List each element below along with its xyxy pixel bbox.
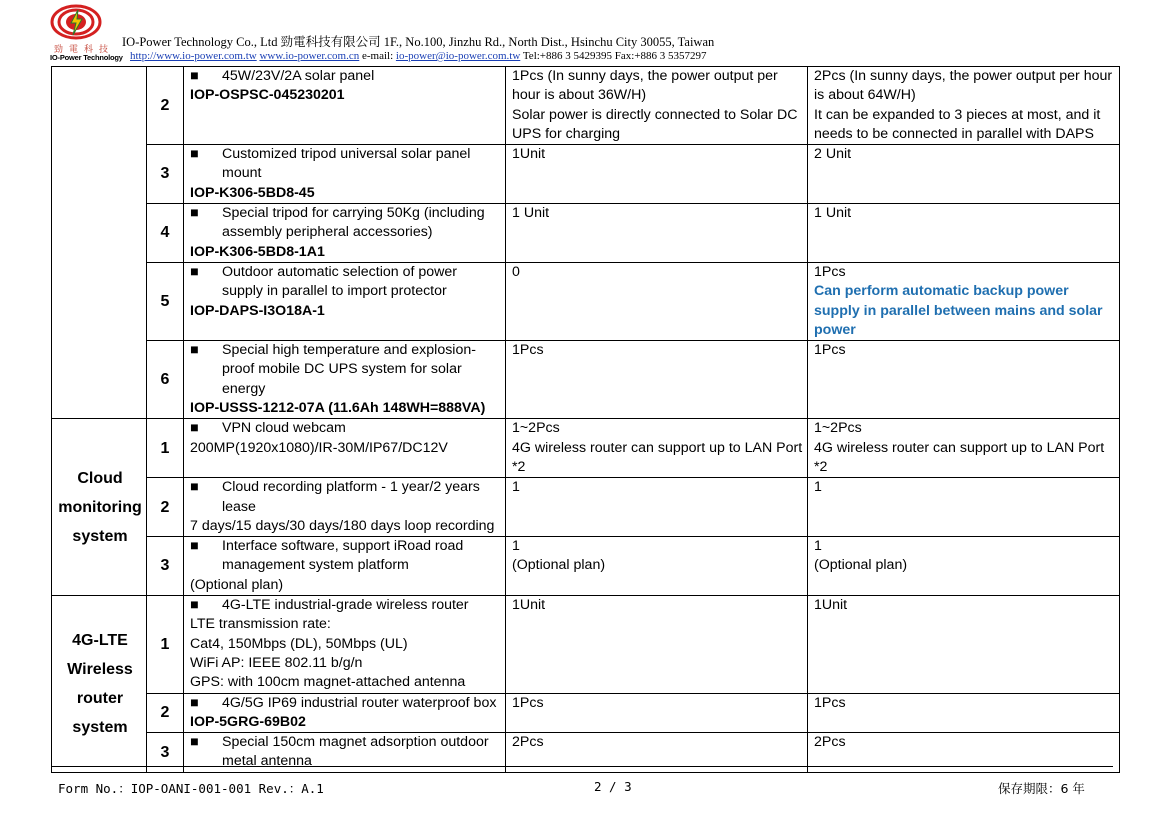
highlight-note: Can perform automatic backup power supply in parallel between mains and solar power [814,283,1103,338]
company-contact [130,50,707,62]
category-title-line: Wireless [67,661,133,679]
item-description [184,693,506,733]
category-title-line: system [72,527,128,545]
item-number: 2 [147,478,184,537]
option-a-cell: 1Pcs [506,341,808,419]
category-title-line: system [72,719,128,737]
item-description [184,537,506,596]
option-a-cell [506,419,808,478]
table-row [52,262,1120,340]
item-text: 4G/5G IP69 industrial router waterproof box [222,694,497,711]
option-b-line: 4G wireless router can support up to LAN Port *2 [814,439,1105,475]
item-text: 4G-LTE industrial-grade wireless router [222,597,469,614]
option-b-cell: 1 Unit [808,204,1120,263]
item-code: IOP-USSS-1212-07A (11.6Ah 148WH=888VA) [190,400,486,417]
item-description [184,67,506,145]
website-link[interactable]: http://www.io-power.com.tw [130,50,257,62]
option-b-cell [808,537,1120,596]
option-b-cell: 1Pcs [808,341,1120,419]
table-row [52,596,1120,693]
option-b-line: 2Pcs (In sunny days, the power output per hour is about 64W/H) [814,68,1113,104]
bullet-square-icon: ■ [190,342,199,359]
option-a-line: (Optional plan) [512,557,606,574]
category-title-line: Cloud [77,469,123,487]
option-b-cell [808,262,1120,340]
category-title-line: 4G-LTE [72,632,128,650]
bullet-square-icon: ■ [190,538,199,555]
table-row [52,145,1120,204]
item-description [184,419,506,478]
option-b-line: 1 [814,538,822,555]
item-text: Special tripod for carrying 50Kg (including assembly peripheral accessories) [222,205,485,241]
option-a-cell [506,537,808,596]
item-text: Interface software, support iRoad road management system platform [222,538,464,574]
item-spec: WiFi AP: IEEE 802.11 b/g/n [190,654,363,671]
item-description [184,262,506,340]
page-header [50,4,1120,66]
table-row [52,478,1120,537]
company-logo [50,4,123,64]
option-a-cell: 1 Unit [506,204,808,263]
item-text: 45W/23V/2A solar panel [222,68,375,84]
power-logo-icon [50,4,102,42]
category-cell-solar [52,67,147,419]
option-a-cell: 1Pcs [506,693,808,733]
option-a-cell: 1 [506,478,808,537]
option-a-line: 4G wireless router can support up to LAN Port *2 [512,439,803,475]
bullet-square-icon: ■ [190,734,199,751]
item-text: Cloud recording platform - 1 year/2 years lease [222,479,480,515]
option-b-cell [808,419,1120,478]
bullet-square-icon: ■ [190,420,199,437]
option-b-line: (Optional plan) [814,557,908,574]
item-spec: LTE transmission rate: [190,616,331,633]
item-text: Customized tripod universal solar panel mount [222,146,471,182]
option-b-cell: 1Unit [808,596,1120,693]
email-link[interactable]: io-power@io-power.com.tw [395,50,521,62]
option-a-cell: 1Unit [506,596,808,693]
category-router-system [52,596,147,773]
table-row [52,419,1120,478]
option-a-cell: 0 [506,262,808,340]
option-b-cell: 1Pcs [808,693,1120,733]
bullet-square-icon: ■ [190,263,199,280]
bullet-square-icon: ■ [190,146,199,163]
item-code: IOP-K306-5BD8-1A1 [190,243,325,260]
option-a-line: 1 [512,538,520,555]
category-title-line: monitoring [58,498,142,516]
bullet-square-icon: ■ [190,205,199,222]
item-code: IOP-5GRG-69B02 [190,713,306,730]
option-b-cell [808,67,1120,145]
category-title-line: router [76,690,124,708]
item-number: 2 [147,67,184,145]
item-number: 2 [147,693,184,733]
equipment-table [51,66,1120,773]
bullet-square-icon: ■ [190,597,199,614]
option-a-cell: 1Unit [506,145,808,204]
item-number: 4 [147,204,184,263]
option-a-cell [506,67,808,145]
table-row [52,693,1120,733]
option-b-cell: 2 Unit [808,145,1120,204]
item-number: 1 [147,419,184,478]
item-code: IOP-K306-5BD8-45 [190,184,315,201]
option-b-line: 1~2Pcs [814,420,862,437]
retention-period: 保存期限：6 年 [998,781,1085,796]
logo-english-text: IO-Power Technology [50,53,123,62]
company-address: IO-Power Technology Co., Ltd 勁電科技有限公司 1F., No.100, Jinzhu Rd., North Dist., Hsinchu City 30055, Taiwan [122,35,715,49]
item-code: IOP-OSPSC-045230201 [190,87,345,104]
item-spec: (Optional plan) [190,576,284,593]
table-row [52,341,1120,419]
page-number: 2 / 3 [594,779,632,794]
item-text: Special 150cm magnet adsorption outdoor metal antenna [222,734,489,770]
option-b-line: It can be expanded to 3 pieces at most, and it needs to be connected in parallel with DAPS [814,106,1101,142]
bullet-square-icon: ■ [190,68,199,84]
option-b-cell: 1 [808,478,1120,537]
footer-divider [51,766,1113,767]
website-cn-link[interactable]: www.io-power.com.cn [259,50,360,62]
bullet-square-icon: ■ [190,694,199,711]
table-row [52,67,1120,145]
item-description [184,596,506,693]
item-description [184,341,506,419]
table-row [52,204,1120,263]
item-text: VPN cloud webcam [222,420,346,437]
item-text: Outdoor automatic selection of power supply in parallel to import protector [222,263,458,300]
category-cloud-monitoring [52,419,147,596]
item-spec: GPS: with 100cm magnet-attached antenna [190,674,466,691]
item-number: 3 [147,145,184,204]
item-spec: Cat4, 150Mbps (DL), 50Mbps (UL) [190,635,408,652]
item-number: 6 [147,341,184,419]
item-description [184,145,506,204]
option-a-line: 1Pcs (In sunny days, the power output per hour is about 36W/H) [512,68,778,104]
option-b-cell: 2Pcs [808,733,1120,773]
form-number: Form No.：IOP-OANI-001-001 Rev.：A.1 [58,781,324,796]
item-number: 5 [147,262,184,340]
item-description [184,478,506,537]
item-text: Special high temperature and explosion-proof mobile DC UPS system for solar energy [222,342,476,397]
item-number: 3 [147,537,184,596]
bullet-square-icon: ■ [190,479,199,496]
option-a-line: 1~2Pcs [512,420,560,437]
item-number: 3 [147,733,184,773]
item-description [184,204,506,263]
option-b-line: 1Pcs [814,263,846,280]
item-spec: 200MP(1920x1080)/IR-30M/IP67/DC12V [190,439,448,456]
item-spec: 7 days/15 days/30 days/180 days loop recording [190,517,495,534]
phone-fax: Tel:+886 3 5429395 Fax:+886 3 5357297 [522,50,707,62]
option-a-cell: 2Pcs [506,733,808,773]
logo-chinese-text: 勁電科技 [54,45,115,55]
email-label: e-mail: [362,50,394,62]
item-code: IOP-DAPS-I3O18A-1 [190,302,325,319]
table-row [52,537,1120,596]
option-a-line: Solar power is directly connected to Solar DC UPS for charging [512,106,798,142]
item-number: 1 [147,596,184,693]
